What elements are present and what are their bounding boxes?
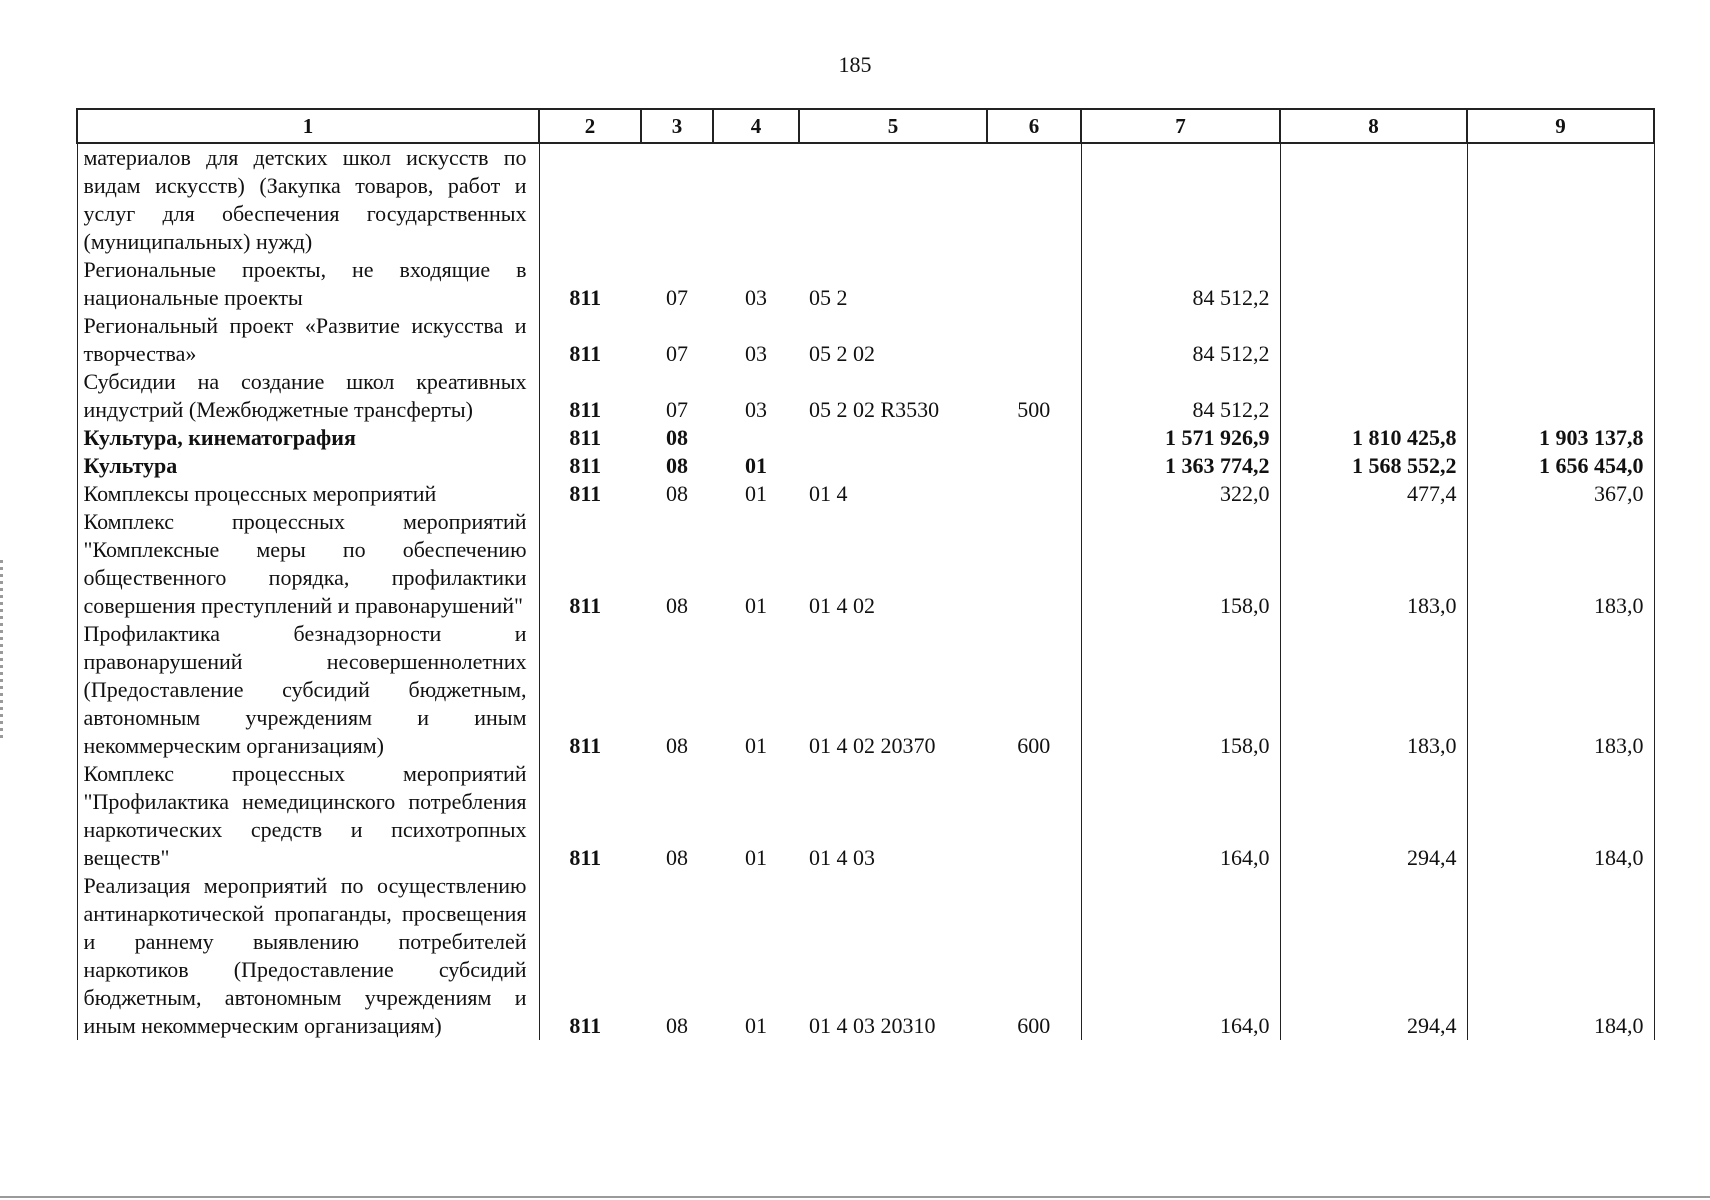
- cell-col-8: [1280, 368, 1467, 424]
- cell-col-4: 01: [745, 845, 767, 870]
- cell-col-6: 600: [1017, 733, 1051, 758]
- column-header-3: 3: [641, 109, 713, 143]
- cell-col-3: 08: [666, 593, 688, 618]
- cell-col-6: 600: [1017, 1013, 1051, 1038]
- cell-col-9: [1467, 368, 1654, 424]
- cell-col-7: 158,0: [1081, 508, 1280, 620]
- cell-col-4: 01: [745, 481, 767, 506]
- cell-col-9: 183,0: [1467, 620, 1654, 760]
- row-description-text: Комплекс процессных мероприятий "Профилактика немедицинского потребления наркотических средств и психотропных веществ": [83, 761, 527, 870]
- column-header-4: 4: [713, 109, 799, 143]
- cell-col-3: 08: [666, 845, 688, 870]
- cell-col-6: [987, 508, 1081, 620]
- row-description: [77, 368, 539, 424]
- row-description-text: Реализация мероприятий по осуществлению антинаркотической пропаганды, просвещения и раннему выявлению потребителей наркотиков (Предоставление субсидий бюджетным, автономным учреждениям и иным некоммерческим организациям): [83, 873, 527, 1038]
- cell-col-3: 07: [666, 397, 688, 422]
- cell-col-9: 184,0: [1467, 760, 1654, 872]
- cell-col-8: [1280, 312, 1467, 368]
- cell-col-6: [987, 256, 1081, 312]
- cell-col-3: 08: [666, 453, 688, 478]
- row-description-text: Региональные проекты, не входящие в национальные проекты: [83, 257, 527, 310]
- row-description: [77, 508, 539, 620]
- cell-col-4: 01: [745, 1013, 767, 1038]
- cell-col-8: 183,0: [1280, 508, 1467, 620]
- cell-col-8: 1 810 425,8: [1280, 424, 1467, 452]
- cell-col-7: 164,0: [1081, 872, 1280, 1040]
- table-row: [77, 312, 1654, 368]
- row-description: [77, 424, 539, 452]
- row-description: [77, 872, 539, 1040]
- cell-col-5: 05 2 02: [809, 341, 875, 366]
- table-row: [77, 452, 1654, 480]
- table-body: [77, 143, 1654, 1040]
- cell-col-8: 294,4: [1280, 760, 1467, 872]
- cell-col-7: 84 512,2: [1081, 368, 1280, 424]
- cell-col-5: 01 4: [809, 481, 848, 506]
- cell-col-6: [987, 452, 1081, 480]
- cell-col-9: [1467, 312, 1654, 368]
- row-description: [77, 256, 539, 312]
- cell-col-2: 811: [569, 733, 602, 758]
- row-description: [77, 312, 539, 368]
- table-row: [77, 368, 1654, 424]
- cell-col-2: 811: [569, 425, 602, 450]
- cell-col-6: [987, 143, 1081, 256]
- cell-col-4: 01: [745, 593, 767, 618]
- row-description-text: Субсидии на создание школ креативных индустрий (Межбюджетные трансферты): [83, 369, 527, 422]
- cell-col-5: 05 2: [809, 285, 848, 310]
- scan-margin-marks: [0, 560, 3, 740]
- cell-col-2: 811: [569, 1013, 602, 1038]
- cell-col-7: 84 512,2: [1081, 256, 1280, 312]
- cell-col-4: 01: [745, 453, 767, 478]
- cell-col-3: 07: [666, 285, 688, 310]
- cell-col-9: 183,0: [1467, 508, 1654, 620]
- cell-col-2: [539, 143, 641, 256]
- column-header-8: 8: [1280, 109, 1467, 143]
- row-description-text: Профилактика безнадзорности и правонарушений несовершеннолетних (Предоставление субсидий бюджетным, автономным учреждениям и иным некоммерческим организациям): [83, 621, 527, 758]
- cell-col-5: [799, 424, 987, 452]
- cell-col-7: 158,0: [1081, 620, 1280, 760]
- cell-col-8: 477,4: [1280, 480, 1467, 508]
- column-header-9: 9: [1467, 109, 1654, 143]
- table-row: [77, 508, 1654, 620]
- cell-col-8: 294,4: [1280, 872, 1467, 1040]
- cell-col-5: 01 4 03 20310: [809, 1013, 936, 1038]
- row-description: [77, 620, 539, 760]
- cell-col-8: [1280, 143, 1467, 256]
- cell-col-5: [799, 452, 987, 480]
- table-row: [77, 256, 1654, 312]
- table-row: [77, 872, 1654, 1040]
- cell-col-5: 01 4 02 20370: [809, 733, 936, 758]
- cell-col-2: 811: [569, 593, 602, 618]
- cell-col-9: 1 903 137,8: [1467, 424, 1654, 452]
- cell-col-2: 811: [569, 481, 602, 506]
- table-row: [77, 760, 1654, 872]
- cell-col-3: [641, 143, 713, 256]
- cell-col-3: 08: [666, 425, 688, 450]
- cell-col-5: 05 2 02 R3530: [809, 397, 940, 422]
- table-row: [77, 424, 1654, 452]
- column-header-6: 6: [987, 109, 1081, 143]
- cell-col-4: [713, 143, 799, 256]
- table-header: [77, 109, 1654, 143]
- cell-col-8: [1280, 256, 1467, 312]
- cell-col-7: 84 512,2: [1081, 312, 1280, 368]
- cell-col-8: 183,0: [1280, 620, 1467, 760]
- cell-col-7: [1081, 143, 1280, 256]
- cell-col-3: 08: [666, 481, 688, 506]
- cell-col-7: 1 363 774,2: [1081, 452, 1280, 480]
- cell-col-2: 811: [569, 397, 602, 422]
- cell-col-3: 07: [666, 341, 688, 366]
- row-description-text: Культура: [83, 453, 178, 478]
- cell-col-4: 01: [745, 733, 767, 758]
- cell-col-2: 811: [569, 285, 602, 310]
- budget-table: [76, 108, 1655, 1040]
- cell-col-6: 500: [1017, 397, 1051, 422]
- cell-col-2: 811: [569, 845, 602, 870]
- row-description-text: Региональный проект «Развитие искусства и творчества»: [83, 313, 527, 366]
- scan-edge-line: [0, 1196, 1710, 1198]
- row-description-text: Комплекс процессных мероприятий "Комплексные меры по обеспечению общественного порядка, профилактики совершения преступлений и правонарушений": [83, 509, 527, 618]
- cell-col-7: 1 571 926,9: [1081, 424, 1280, 452]
- row-description: [77, 143, 539, 256]
- cell-col-4: 03: [745, 397, 767, 422]
- cell-col-7: 164,0: [1081, 760, 1280, 872]
- cell-col-2: 811: [569, 341, 602, 366]
- cell-col-4: 03: [745, 341, 767, 366]
- cell-col-9: 367,0: [1467, 480, 1654, 508]
- page-number: 185: [838, 52, 872, 77]
- row-description-text: Культура, кинематография: [83, 425, 356, 450]
- cell-col-3: 08: [666, 733, 688, 758]
- cell-col-2: 811: [569, 453, 602, 478]
- cell-col-7: 322,0: [1081, 480, 1280, 508]
- cell-col-9: 1 656 454,0: [1467, 452, 1654, 480]
- column-header-2: 2: [539, 109, 641, 143]
- cell-col-4: 03: [745, 285, 767, 310]
- row-description: [77, 452, 539, 480]
- row-description: [77, 760, 539, 872]
- table-row: [77, 480, 1654, 508]
- cell-col-4: [713, 424, 799, 452]
- cell-col-9: [1467, 143, 1654, 256]
- cell-col-6: [987, 480, 1081, 508]
- row-description-text: Комплексы процессных мероприятий: [83, 481, 437, 506]
- cell-col-6: [987, 424, 1081, 452]
- row-description-text: материалов для детских школ искусств по видам искусств) (Закупка товаров, работ и услуг для обеспечения государственных (муниципальных) нужд): [83, 145, 527, 254]
- column-header-5: 5: [799, 109, 987, 143]
- cell-col-5: 01 4 03: [809, 845, 875, 870]
- cell-col-5: [799, 143, 987, 256]
- cell-col-6: [987, 312, 1081, 368]
- table-row: [77, 143, 1654, 256]
- row-description: [77, 480, 539, 508]
- column-header-7: 7: [1081, 109, 1280, 143]
- column-header-1: 1: [77, 109, 539, 143]
- table-row: [77, 620, 1654, 760]
- cell-col-5: 01 4 02: [809, 593, 875, 618]
- cell-col-3: 08: [666, 1013, 688, 1038]
- cell-col-9: 184,0: [1467, 872, 1654, 1040]
- header-row: [77, 109, 1654, 143]
- cell-col-9: [1467, 256, 1654, 312]
- cell-col-6: [987, 760, 1081, 872]
- cell-col-8: 1 568 552,2: [1280, 452, 1467, 480]
